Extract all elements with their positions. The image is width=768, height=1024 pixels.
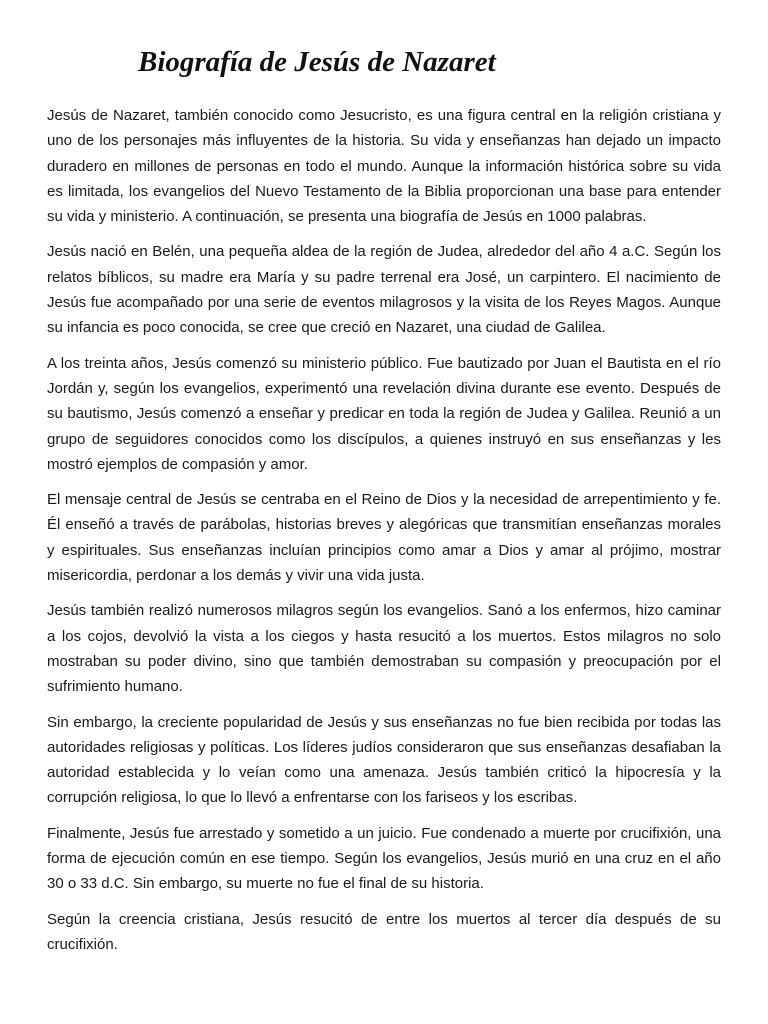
- paragraph: Sin embargo, la creciente popularidad de Jesús y sus enseñanzas no fue bien recibida por todas las autoridades religiosas y políticas. Los líderes judíos consideraron que sus enseñanzas desafiaban la autoridad establecida y lo veían como una amenaza. Jesús también criticó la hipocresía y la corrupción religiosa, lo que lo llevó a enfrentarse con los fariseos y los escribas.: [47, 713, 726, 807]
- paragraph: Finalmente, Jesús fue arrestado y sometido a un juicio. Fue condenado a muerte por crucifixión, una forma de ejecución común en ese tiempo. Según los evangelios, Jesús murió en una cruz en el año 30 o 33 d.C. Sin embargo, su muerte no fue el final de su historia.: [47, 824, 726, 893]
- document-body: [47, 103, 730, 967]
- paragraph: Jesús también realizó numerosos milagros según los evangelios. Sanó a los enfermos, hizo caminar a los cojos, devolvió la vista a los ciegos y hasta resucitó a los muertos. Estos milagros no solo mostraban su poder divino, sino que también demostraban su compasión y preocupación por el sufrimiento humano.: [47, 602, 726, 696]
- paragraph: Jesús nació en Belén, una pequeña aldea de la región de Judea, alrededor del año 4 a.C. Según los relatos bíblicos, su madre era María y su padre terrenal era José, un carpintero. El nacimiento de Jesús fue acompañado por una serie de eventos milagrosos y la visita de los Reyes Magos. Aunque su infancia es poco conocida, se cree que creció en Nazaret, una ciudad de Galilea.: [47, 243, 726, 337]
- paragraph: El mensaje central de Jesús se centraba en el Reino de Dios y la necesidad de arrepentimiento y fe. Él enseñó a través de parábolas, historias breves y alegóricas que transmitían enseñanzas morales y espirituales. Sus enseñanzas incluían principios como amar a Dios y amar al prójimo, mostrar misericordia, perdonar a los demás y vivir una vida justa.: [47, 491, 730, 585]
- paragraph: Según la creencia cristiana, Jesús resucitó de entre los muertos al tercer día después de su crucifixión.: [47, 910, 726, 953]
- paragraph: A los treinta años, Jesús comenzó su ministerio público. Fue bautizado por Juan el Bautista en el río Jordán y, según los evangelios, experimentó una revelación divina durante ese evento. Después de su bautismo, Jesús comenzó a enseñar y predicar en toda la región de Judea y Galilea. Reunió a un grupo de seguidores conocidos como los discípulos, a quienes instruyó en sus enseñanzas y les mostró ejemplos de compasión y amor.: [47, 354, 726, 473]
- document-title: Biografía de Jesús de Nazaret: [138, 46, 496, 78]
- paragraph: Jesús de Nazaret, también conocido como Jesucristo, es una figura central en la religión cristiana y uno de los personajes más influyentes de la historia. Su vida y enseñanzas han dejado un impacto duradero en millones de personas en todo el mundo. Aunque la información histórica sobre su vida es limitada, los evangelios del Nuevo Testamento de la Biblia proporcionan una base para entender su vida y ministerio. A continuación, se presenta una biografía de Jesús en 1000 palabras.: [47, 107, 726, 226]
